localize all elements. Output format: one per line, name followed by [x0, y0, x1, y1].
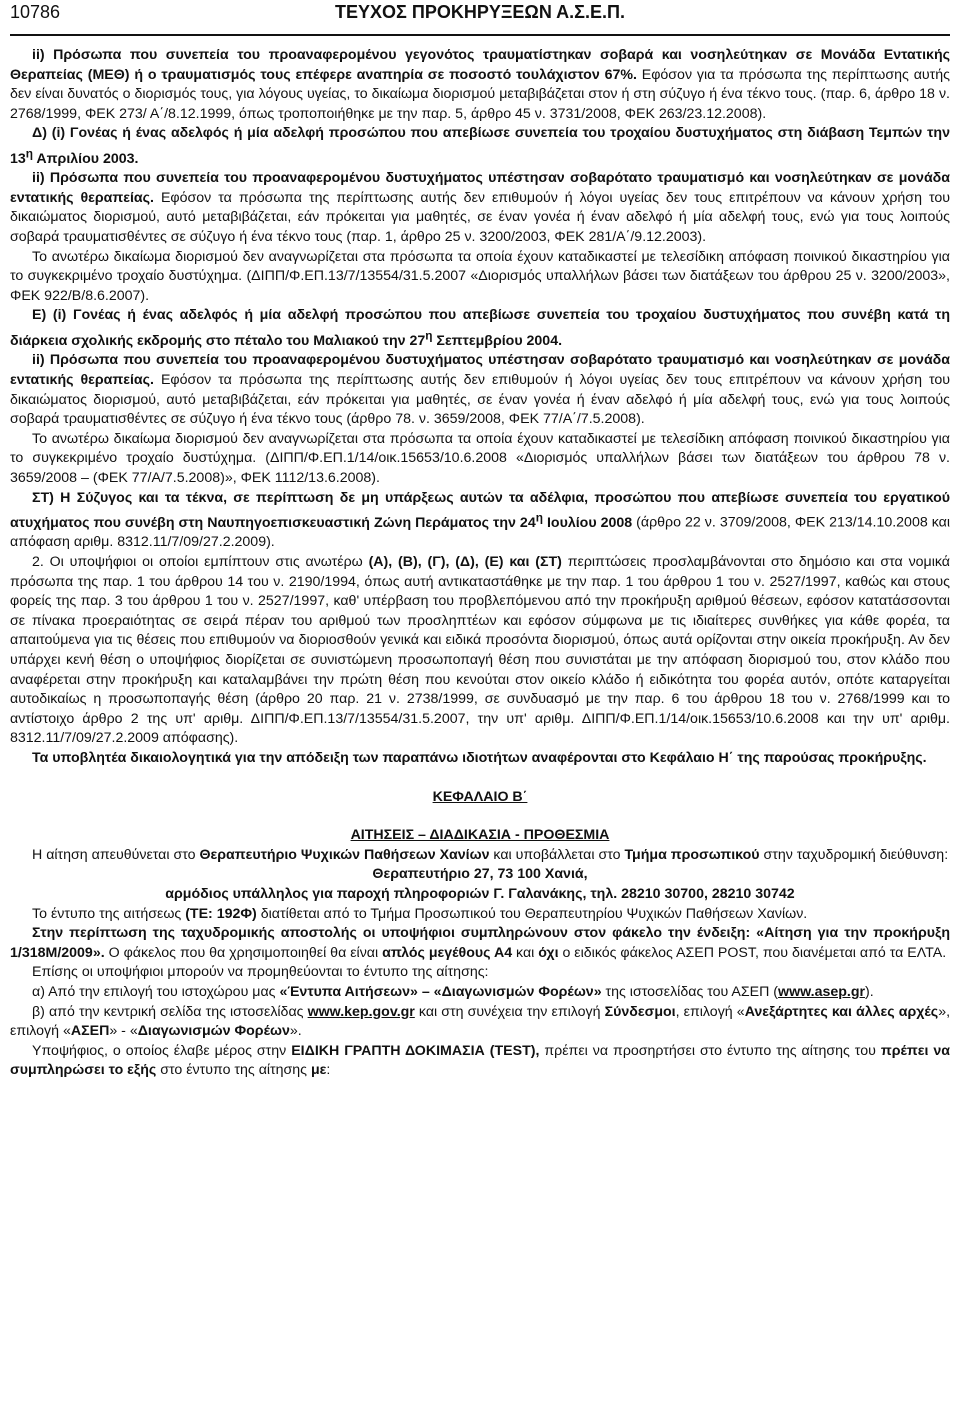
paragraph-epsilon-i — [10, 306, 950, 351]
bold-text: ii) Πρόσωπα που συνεπεία του προαναφερομένου δυστυχήματος υπέστησαν σοβαρότατο τραυματισμό και νοσηλεύτηκαν σε μονάδα εντατικής θεραπείας. — [10, 352, 950, 388]
bold-text: Διαγωνισμών Φορέων — [137, 1023, 290, 1040]
chapter-heading: ΚΕΦΑΛΑΙΟ Β΄ — [432, 788, 528, 805]
body-text: β) από την κεντρική σελίδα της ιστοσελίδας — [32, 1003, 308, 1020]
body-text: και — [512, 944, 539, 961]
bold-text: ΑΣΕΠ — [70, 1023, 110, 1040]
bold-text: ii) Πρόσωπα που συνεπεία του προαναφερομένου δυστυχήματος υπέστησαν σοβαρότατο τραυματισμό και νοσηλεύτηκαν σε μονάδα εντατικής θεραπείας. — [10, 170, 950, 206]
body-text: 2. Οι υποψήφιοι οι οποίοι εμπίπτουν στις ανωτέρω — [32, 554, 369, 571]
body-text: και στη συνέχεια την επιλογή — [414, 1003, 605, 1020]
paragraph-option-a — [10, 983, 950, 1003]
superscript: η — [425, 328, 433, 343]
address-line-2 — [10, 885, 950, 905]
paragraph-test-candidates — [10, 1042, 950, 1081]
body-text: ». — [289, 1023, 302, 1040]
spacer — [10, 769, 950, 788]
paragraph-st — [10, 489, 950, 554]
bold-text: Δ) (i) Γονέας ή ένας αδελφός ή μία αδελφή προσώπου που απεβίωσε συνεπεία του τροχαίου δυστυχήματος στη διάβαση Τεμπών την 13 — [10, 125, 950, 167]
paragraph-postal — [10, 924, 950, 963]
bold-text: το εξής — [108, 1062, 157, 1079]
body-text: Το έντυπο της αιτήσεως — [32, 905, 186, 922]
body-text: Εφόσον τα πρόσωπα της περίπτωσης αυτής δεν επιθυμούν ή λόγοι υγείας δεν τους επιτρέπουν να κάνουν χρήση του δικαιώματος διορισμού, αυτό μεταβιβάζεται, εάν πρόκειται για μαθητές, σε έναν γονέα ή έναν αδελφό ή μία αδελφή τους, ενώ για τους λοιπούς σοβαρά τραυματισθέντες σε σύζυγο ή ένα τέκνο τους (άρθρο 78. ν. 3659/2008, ΦΕΚ 77/Α΄/7.5.2008). — [10, 371, 950, 428]
spacer — [10, 807, 950, 826]
paragraph-epsilon-ii — [10, 351, 950, 429]
chapter-subtitle — [10, 826, 950, 846]
body-text: Το ανωτέρω δικαίωμα διορισμού δεν αναγνωρίζεται στα πρόσωπα τα οποία έχουν καταδικαστεί με τελεσίδικη απόφαση ποινικού δικαστηρίου για το συγκεκριμένο τροχαίο δυστύχημα. (ΔΙΠΠ/Φ.ΕΠ.1/14/οικ.15653/10.6.2008 «Διορισμός υπαλλήλων βάσει των διατάξεων του άρθρου 78 ν. 3659/2008 – (ΦΕΚ 77/Α/7.5.2008)», ΦΕΚ 1112/13.6.2008). — [10, 430, 950, 486]
body-text: στην ταχυδρομική διεύθυνση: — [759, 846, 949, 863]
body-text: της ιστοσελίδας του ΑΣΕΠ ( — [601, 983, 779, 1000]
body-text: ). — [865, 983, 874, 1000]
paragraph-2 — [10, 553, 950, 749]
bold-text: Στην περίπτωση της ταχυδρομικής αποστολής οι υποψήφιοι συμπληρώνουν στον φάκελο την ένδειξη: «Αίτηση για την προκήρυξη 1/318Μ/2009». — [10, 925, 950, 961]
paragraph-delta-ii — [10, 169, 950, 247]
body-text: », επιλογή « — [10, 1003, 951, 1040]
body-text: πρέπει να προσηρτήσει στο έντυπο της αίτησης του — [539, 1042, 881, 1059]
page-header — [10, 0, 950, 36]
bold-text: πρέπει να συμπληρώσει — [10, 1042, 950, 1079]
bold-text: Σεπτεμβρίου 2004. — [432, 332, 563, 349]
paragraph-form — [10, 905, 950, 925]
body-text: : — [326, 1062, 331, 1079]
body-text: περιπτώσεις προσλαμβάνονται στο δημόσιο και στα νομικά πρόσωπα της παρ. 1 του άρθρου 14 του ν. 2190/1994, όπως αυτή αντικαταστάθηκε με την παρ. 1 του άρθρου 1 του ν. 2527/1997, καθώς και στους φορείς της παρ. 3 του άρθρου 1 του ν. 2527/1997, καθ' υπέρβαση του προβλεπόμενου από την προκήρυξη αριθμού θέσεων, εφόσον κατατάσσονται σε πίνακα προεραιότητας σε σειρά πέραν του αριθμού των προσληπτέων και εφόσον σύμφωνα με τις ιδιαίτερες συνθήκες για κάθε φορέα, τα απαιτούμενα για τις θέσεις που επιθυμούν να διοριοσθούν γενικά και ειδικά προσόντα διορισμού, όπως αυτά ορίζονται στην οικεία προκήρυξη. Αν δεν υπάρχει κενή θέση ο υποψήφιος διορίζεται σε συνιστώμενη προσωποπαγή θέση που συνιστάται με την απόφαση διορισμού του, στον κλάδο που αναφέρεται στην προκήρυξη και καταλαμβάνει την πρώτη θέση που κενούται στον οικείο κλάδο ή ειδικότητα του φορέα αυτόν, οπότε καταργείται αυτοδικαίως η προσωποπαγής θέση (άρθρο 20 παρ. 21 ν. 2738/1999, σε συνδυασμό με την παρ. 6 του άρθρου 18 του ν. 2768/1999 και το αντίστοιχο άρθρο 2 της υπ' αριθμ. ΔΙΠΠ/Φ.ΕΠ.13/7/13554/31.5.2007, την υπ' αριθμ. ΔΙΠΠ/Φ.ΕΠ.1/14/οικ.15653/10.6.2008 και την υπ' αριθμ. 8312.11/7/09/27.2.2009 απόφασης). — [10, 554, 951, 747]
journal-title: ΤΕΥΧΟΣ ΠΡΟΚΗΡΥΞΕΩΝ Α.Σ.Ε.Π. — [335, 2, 625, 22]
body-text: και υποβάλλεται στο — [489, 846, 625, 863]
bold-text: Θεραπευτήριο Ψυχικών Παθήσεων Χανίων — [199, 846, 490, 863]
bold-text: απλός μεγέθους Α4 — [382, 944, 513, 961]
bold-text: ΕΙΔΙΚΗ ΓΡΑΠΤΗ ΔΟΚΙΜΑΣΙΑ (TEST), — [291, 1042, 540, 1059]
body-text: στο έντυπο της αίτησης — [156, 1062, 311, 1079]
bold-text: με — [310, 1062, 327, 1079]
bold-text: αρμόδιος υπάλληλος για παροχή πληροφοριών Γ. Γαλανάκης, τηλ. 28210 30700, 28210 30742 — [165, 885, 795, 902]
bold-text: Τα υποβλητέα δικαιολογητικά για την απόδειξη των παραπάνω ιδιοτήτων αναφέρονται στο Κεφάλαιο Η΄ της παρούσας προκήρυξης. — [32, 749, 927, 766]
paragraph-delta-exclusion — [10, 248, 950, 307]
body-text: α) Από την επιλογή του ιστοχώρου μας — [32, 983, 280, 1000]
paragraph-epsilon-exclusion — [10, 430, 950, 489]
bold-text: (ΤΕ: 192Φ) — [185, 905, 257, 922]
bold-text: Ανεξάρτητες και άλλες αρχές — [744, 1003, 939, 1020]
page-number: 10786 — [10, 2, 61, 22]
bold-text: Απριλίου 2003. — [33, 150, 139, 167]
bold-text: (Α), (Β), (Γ), (Δ), (Ε) και (ΣΤ) — [368, 554, 562, 571]
paragraph-delta-i — [10, 124, 950, 169]
bold-text: όχι — [538, 944, 559, 961]
body-text: Ο φάκελος που θα χρησιμοποιηθεί θα είναι — [104, 944, 383, 961]
page-content — [10, 36, 950, 1081]
paragraph-obtain-form — [10, 963, 950, 983]
body-text: , επιλογή « — [675, 1003, 745, 1020]
paragraph-option-b — [10, 1003, 950, 1042]
body-text: διατίθεται από το Τμήμα Προσωπικού του Θεραπευτηρίου Ψυχικών Παθήσεων Χανίων. — [256, 905, 808, 922]
paragraph-d-ii-previous — [10, 46, 950, 124]
address-line-1 — [10, 865, 950, 885]
bold-text: ΣΤ) Η Σύζυγος και τα τέκνα, σε περίπτωση δε μη υπάρξεως αυτών τα αδέλφια, προσώπου που απεβίωσε συνεπεία του εργατικού ατυχήματος που συνέβη στη Ναυπηγοεπισκευαστική Ζώνη Περάματος την 24 — [10, 489, 950, 531]
bold-text: Ιουλίου 2008 — [542, 514, 633, 531]
bold-text: Τμήμα προσωπικού — [624, 846, 760, 863]
body-text: Υποψήφιος, ο οποίος έλαβε μέρος στην — [32, 1042, 292, 1059]
paragraph-application-address — [10, 846, 950, 866]
body-text: Εφόσον για τα πρόσωπα της περίπτωσης αυτής δεν είναι δυνατός ο διορισμός τους, για λόγους υγείας, το δικαίωμα διορισμού μεταβιβάζεται στον ή στη σύζυγο ή ένα τέκνο τους. (παρ. 6, άρθρο 18 ν. 2768/1999, ΦΕΚ 273/ Α΄/8.12.1999, όπως τροποποιήθηκε με την παρ. 5, άρθρο 45 ν. 3731/2008, ΦΕΚ 263/23.12.2008). — [10, 66, 950, 122]
chapter-title — [10, 788, 950, 808]
body-text: (άρθρο 22 ν. 3709/2008, ΦΕΚ 213/14.10.2008 και απόφαση αριθμ. 8312.11/7/09/27.2.2009). — [10, 514, 950, 551]
chapter-subheading: ΑΙΤΗΣΕΙΣ – ΔΙΑΔΙΚΑΣΙΑ - ΠΡΟΘΕΣΜΙΑ — [350, 827, 610, 844]
asep-link[interactable]: www.asep.gr — [778, 983, 866, 1000]
body-text: Εφόσον τα πρόσωπα της περίπτωσης αυτής δεν επιθυμούν ή λόγοι υγείας δεν τους επιτρέπουν να κάνουν χρήση του δικαιώματος διορισμού, αυτό μεταβιβάζεται, εάν πρόκειται για μαθητές, σε έναν γονέα ή έναν αδελφό ή μία αδελφή τους, ενώ για τους λοιπούς σοβαρά τραυματισθέντες σε σύζυγο ή ένα τέκνο τους (παρ. 1, άρθρο 25 ν. 3200/2003, ΦΕΚ 281/Α΄/9.12.2003). — [10, 189, 950, 246]
body-text: ο ειδικός φάκελος ΑΣΕΠ POST, που διανέμεται από τα ΕΛΤΑ. — [558, 944, 947, 961]
body-text: Επίσης οι υποψήφιοι μπορούν να προμηθεύονται το έντυπο της αίτησης: — [32, 964, 489, 981]
bold-text: Σύνδεσμοι — [604, 1003, 676, 1020]
kep-link[interactable]: www.kep.gov.gr — [307, 1003, 415, 1020]
bold-text: Ε) (i) Γονέας ή ένας αδελφός ή μία αδελφή προσώπου που απεβίωσε συνεπεία του τροχαίου δυστυχήματος που συνέβη κατά τη διάρκεια σχολικής εκδρομής στο πέταλο του Μαλιακού την 27 — [10, 307, 950, 349]
superscript: η — [25, 145, 34, 160]
bold-text: ii) Πρόσωπα που συνεπεία του προαναφερομένου γεγονότος τραυματίστηκαν σοβαρά και νοσηλεύτηκαν σε Μονάδα Εντατικής Θεραπείας (ΜΕΘ) ή ο τραυματισμός τους επέφερε αναπηρία σε ποσοστό τουλάχιστον 67%. — [10, 47, 950, 83]
body-text: » - « — [109, 1023, 138, 1040]
paragraph-supporting-documents — [10, 749, 950, 769]
body-text: Το ανωτέρω δικαίωμα διορισμού δεν αναγνωρίζεται στα πρόσωπα τα οποία έχουν καταδικαστεί με τελεσίδικη απόφαση ποινικού δικαστηρίου για το συγκεκριμένο τροχαίο δυστύχημα. (ΔΙΠΠ/Φ.ΕΠ.13/7/13554/31.5.2007 «Διορισμός υπαλλήλων βάσει των διατάξεων του άρθρου 25 ν. 3200/2003», ΦΕΚ 922/Β/8.6.2007). — [10, 248, 950, 304]
bold-text: «Έντυπα Αιτήσεων» – «Διαγωνισμών Φορέων» — [279, 983, 602, 1000]
bold-text: Θεραπευτήριο 27, 73 100 Χανιά, — [372, 866, 588, 883]
superscript: η — [535, 510, 543, 525]
body-text: Η αίτηση απευθύνεται στο — [32, 846, 200, 863]
